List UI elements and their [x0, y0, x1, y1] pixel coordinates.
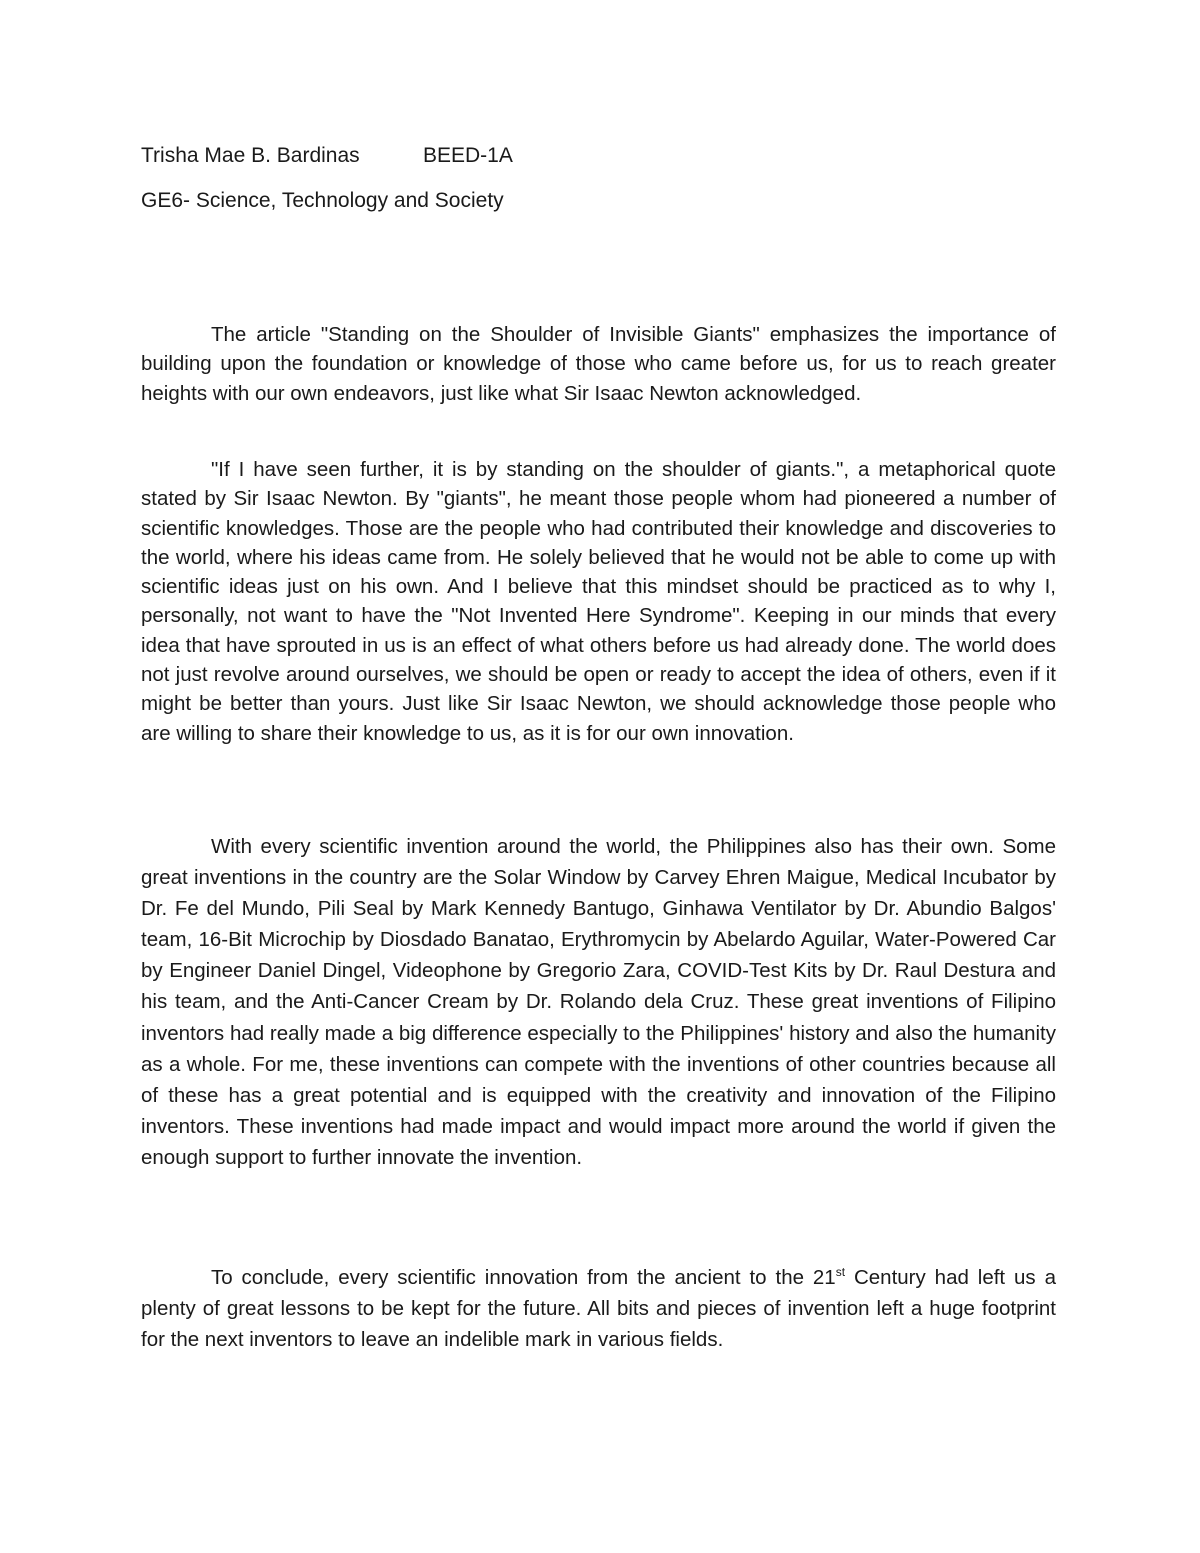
- conclusion-text-end: Century had left us a plenty of great lessons to be kept for the future. All bits and pieces of invention left a huge footprint for the next inventors to leave an indelible mark in various fields.: [141, 1266, 1056, 1351]
- student-info-line: [141, 143, 513, 169]
- conclusion-text-start: To conclude, every scientific innovation from the ancient to the 21: [211, 1266, 836, 1289]
- course-title: GE6- Science, Technology and Society: [141, 189, 504, 212]
- paragraph-conclusion: [141, 1262, 1056, 1355]
- paragraph-newton-quote: "If I have seen further, it is by standing on the shoulder of giants.", a metaphorical quote stated by Sir Isaac Newton. By "giants", he meant those people whom had pioneered a number of scientific knowledges. Those are the people who had contributed their knowledge and discoveries to the world, where his ideas came from. He solely believed that he would not be able to come up with scientific ideas just on his own. And I believe that this mindset should be practiced as to why I, personally, not want to have the "Not Invented Here Syndrome". Keeping in our minds that every idea that have sprouted in us is an effect of what others before us had already done. The world does not just revolve around ourselves, we should be open or ready to accept the idea of others, even if it might be better than yours. Just like Sir Isaac Newton, we should acknowledge those people who are willing to share their knowledge to us, as it is for our own innovation.: [141, 458, 1056, 745]
- paragraph-filipino-inventions: With every scientific invention around the world, the Philippines also has their own. Some great inventions in the country are the Solar Window by Carvey Ehren Maigue, Medical Incubator by Dr. Fe del Mundo, Pili Seal by Mark Kennedy Bantugo, Ginhawa Ventilator by Dr. Abundio Balgos' team, 16-Bit Microchip by Diosdado Banatao, Erythromycin by Abelardo Aguilar, Water-Powered Car by Engineer Daniel Dingel, Videophone by Gregorio Zara, COVID-Test Kits by Dr. Raul Destura and his team, and the Anti-Cancer Cream by Dr. Rolando dela Cruz. These great inventions of Filipino inventors had really made a big difference especially to the Philippines' history and also the humanity as a whole. For me, these inventions can compete with the inventions of other countries because all of these has a great potential and is equipped with the creativity and innovation of the Filipino inventors. These inventions had made impact and would impact more around the world if given the enough support to further innovate the invention.: [141, 835, 1056, 1169]
- student-name: Trisha Mae B. Bardinas: [141, 144, 360, 167]
- ordinal-suffix: st: [835, 1265, 846, 1280]
- section-code: BEED-1A: [423, 144, 513, 167]
- paragraph-introduction: The article "Standing on the Shoulder of Invisible Giants" emphasizes the importance of building upon the foundation or knowledge of those who came before us, for us to reach greater heights with our own endeavors, just like what Sir Isaac Newton acknowledged.: [141, 323, 1056, 405]
